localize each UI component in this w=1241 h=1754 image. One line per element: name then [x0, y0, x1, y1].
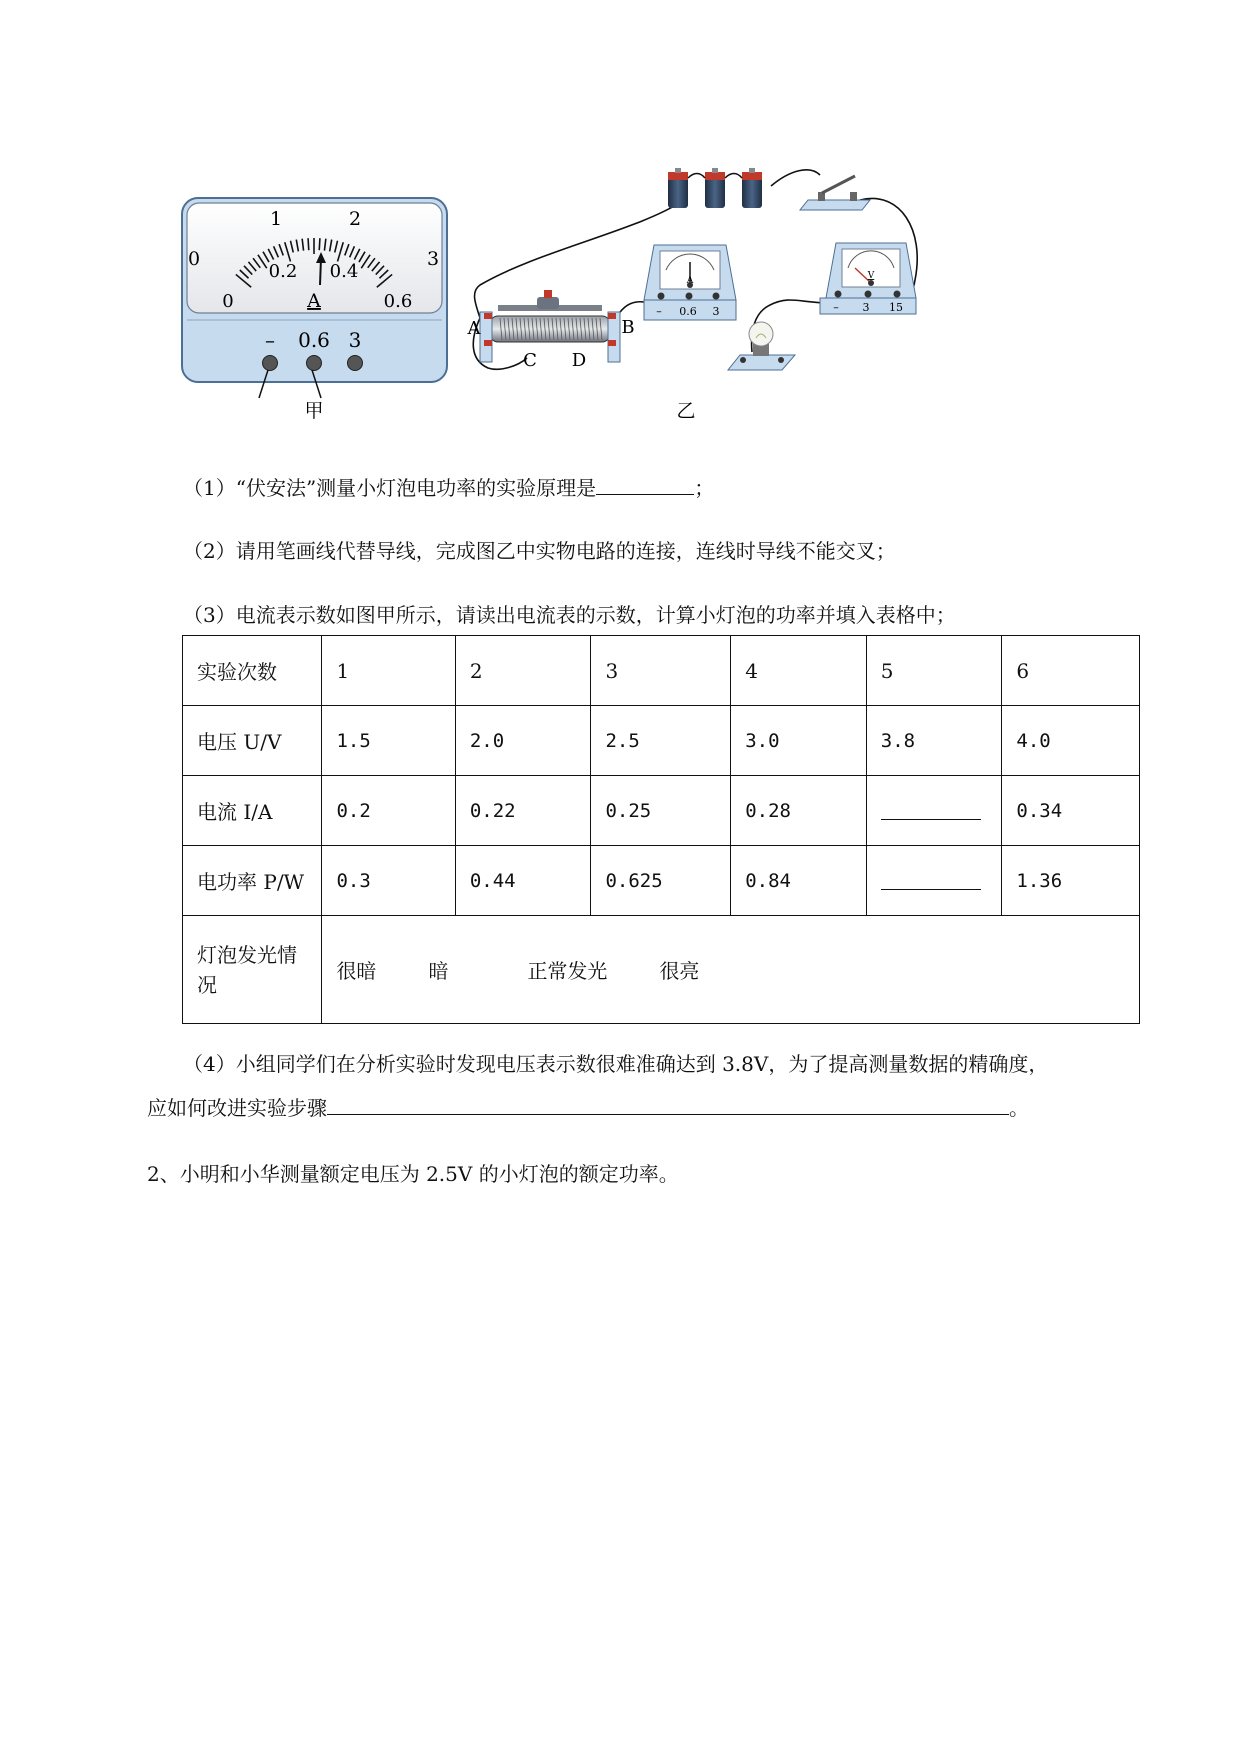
- question-1-text: （1）“伏安法”测量小灯泡电功率的实验原理是: [183, 476, 597, 500]
- table-cell: 0.44: [455, 846, 591, 916]
- sliding-rheostat: [480, 290, 620, 362]
- rheostat-label-c: C: [523, 350, 537, 371]
- ammeter-upper-2: 2: [348, 208, 362, 230]
- next-problem: 2、小明和小华测量额定电压为 2.5V 的小灯泡的额定功率。: [147, 1162, 679, 1186]
- data-table: [182, 635, 1140, 1024]
- question-4-end: 。: [1009, 1096, 1029, 1120]
- glow-value-3: 正常发光: [527, 959, 608, 983]
- table-cell: 1.5: [322, 706, 455, 776]
- glow-value-4: 很亮: [659, 959, 700, 983]
- battery-1: [668, 168, 688, 208]
- table-cell: 0.25: [591, 776, 731, 846]
- question-1: [183, 472, 714, 502]
- question-4-line-1: （4）小组同学们在分析实验时发现电压表示数很难准确达到 3.8V，为了提高测量数据的精确度，: [183, 1052, 1049, 1076]
- ammeter-lower-0: 0: [222, 291, 234, 312]
- table-row: [183, 706, 1140, 776]
- ammeter-upper-0: 0: [187, 248, 201, 270]
- table-cell[interactable]: [866, 846, 1002, 916]
- battery-3: [742, 168, 762, 208]
- scale-tick: [308, 238, 309, 250]
- table-cell: 0.625: [591, 846, 731, 916]
- table-cell: 1.36: [1002, 846, 1140, 916]
- knife-switch: [800, 176, 870, 210]
- table-glow-values: [322, 916, 1140, 1024]
- answer-blank[interactable]: [881, 867, 981, 890]
- ammeter-terminal-neg: –: [265, 328, 275, 352]
- question-3: （3）电流表示数如图甲所示，请读出电流表的示数，计算小灯泡的功率并填入表格中；: [183, 603, 956, 627]
- ammeter-lower-02: 0.2: [268, 261, 298, 282]
- table-cell: 0.22: [455, 776, 591, 846]
- table-cell: 3.8: [866, 706, 1002, 776]
- table-row-label: 电压 U/V: [183, 706, 322, 776]
- question-4-answer-blank[interactable]: [327, 1092, 1009, 1115]
- table-cell: 3: [591, 636, 731, 706]
- table-cell: 4.0: [1002, 706, 1140, 776]
- table-cell: 0.2: [322, 776, 455, 846]
- ammeter-terminal-06: 0.6: [298, 328, 330, 352]
- ammeter-knob-3: [348, 356, 363, 371]
- table-cell: 0.34: [1002, 776, 1140, 846]
- voltmeter-yi-terminal-15: 15: [889, 301, 903, 314]
- table-label-glow: 灯泡发光情况: [183, 916, 322, 1024]
- table-cell: 3.0: [731, 706, 867, 776]
- table-cell: 0.84: [731, 846, 867, 916]
- voltmeter-yi-terminal-3: 3: [862, 301, 870, 314]
- table-row-label: 电功率 P/W: [183, 846, 322, 916]
- table-cell: 1: [322, 636, 455, 706]
- ammeter-lower-04: 0.4: [329, 261, 359, 282]
- caption-yi: 乙: [676, 400, 696, 422]
- table-cell: 2: [455, 636, 591, 706]
- ammeter-knob-06: [307, 356, 322, 371]
- battery-2: [705, 168, 725, 208]
- glow-value-1: 很暗: [336, 959, 377, 983]
- rheostat-label-d: D: [571, 350, 587, 371]
- table-cell: 5: [866, 636, 1002, 706]
- ammeter-upper-1: 1: [269, 208, 283, 230]
- table-cell: 4: [731, 636, 867, 706]
- caption-jia: 甲: [304, 400, 324, 422]
- table-row-glow: [183, 916, 1140, 1024]
- ammeter-lower-06: 0.6: [383, 291, 413, 312]
- question-2: （2）请用笔画线代替导线，完成图乙中实物电路的连接，连线时导线不能交叉；: [183, 539, 896, 563]
- scale-tick: [319, 238, 320, 250]
- table-cell: 2.0: [455, 706, 591, 776]
- table-row: [183, 636, 1140, 706]
- table-row-label: 电流 I/A: [183, 776, 322, 846]
- table-row-label: 实验次数: [183, 636, 322, 706]
- table-cell[interactable]: [866, 776, 1002, 846]
- ammeter-yi-unit: A: [686, 276, 694, 286]
- ammeter-knob-neg: [263, 356, 278, 371]
- figure-area: [0, 0, 1241, 440]
- ammeter-yi-terminal-neg: –: [656, 305, 662, 318]
- rheostat-label-b: B: [621, 317, 635, 338]
- question-4-line-2: [147, 1092, 1029, 1122]
- table-row: [183, 776, 1140, 846]
- voltmeter-yi-unit: V: [867, 271, 875, 281]
- ammeter-terminal-3: 3: [348, 328, 362, 352]
- ammeter-jia: [182, 198, 447, 422]
- table-cell: 2.5: [591, 706, 731, 776]
- glow-value-2: 暗: [428, 959, 449, 983]
- question-1-suffix: ；: [694, 476, 715, 500]
- table-cell: 0.28: [731, 776, 867, 846]
- question-1-answer-blank[interactable]: [596, 472, 694, 495]
- ammeter-yi-terminal-06: 0.6: [679, 305, 697, 318]
- answer-blank[interactable]: [881, 797, 981, 820]
- table-row: [183, 846, 1140, 916]
- table-cell: 6: [1002, 636, 1140, 706]
- voltmeter-yi-terminal-neg: –: [833, 301, 839, 314]
- ammeter-yi-terminal-3: 3: [712, 305, 720, 318]
- ammeter-upper-3: 3: [426, 248, 440, 270]
- question-4-text: 应如何改进实验步骤: [147, 1096, 327, 1120]
- light-bulb: [728, 322, 795, 370]
- ammeter-unit: A: [307, 290, 321, 312]
- table-cell: 0.3: [322, 846, 455, 916]
- rheostat-label-a: A: [467, 318, 481, 339]
